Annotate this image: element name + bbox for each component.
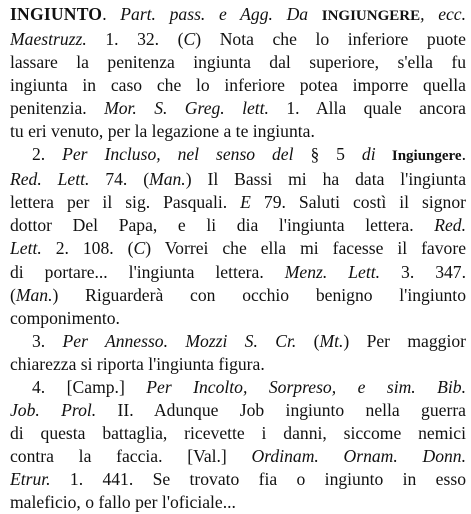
entry-line: [10, 120, 466, 143]
text-run: 4. [Camp.]: [32, 376, 147, 397]
text-run: C: [133, 238, 146, 259]
text-run: Man.: [15, 284, 53, 305]
sense-4-heading: [10, 376, 466, 399]
entry-line: [10, 261, 466, 284]
text-run: 1. Alla quale ancora: [268, 98, 466, 119]
text-run: 3. 347.: [380, 261, 466, 282]
text-run: Per Incolto, Sorpreso, e sim. Bib.: [146, 376, 466, 397]
text-run: C: [183, 29, 196, 50]
entry-line: [10, 445, 466, 468]
entry-line: [10, 97, 466, 120]
text-run: 1. 32. (: [86, 29, 184, 50]
text-run: Part. pass. e Agg. Da: [120, 4, 322, 24]
text-run: 1. 441. Se trovato fia o ingiunto in esso: [50, 468, 466, 489]
text-run: INGIUNGERE: [321, 8, 421, 24]
text-run: 79. Saluti costì il signor: [250, 192, 466, 213]
text-run: ecc.: [438, 4, 466, 24]
entry-line: [10, 237, 466, 260]
text-run: Maestruzz.: [10, 29, 87, 50]
text-run: E: [240, 192, 251, 213]
text-run: (: [10, 284, 16, 305]
text-run: Menz. Lett.: [284, 261, 381, 282]
text-run: Per Annesso. Mozzi S. Cr.: [62, 330, 297, 351]
entry-line: [10, 214, 466, 237]
text-run: di questa battaglia, ricevette i danni, siccome nemici: [10, 422, 466, 443]
sense-3-heading: [10, 330, 466, 353]
text-run: lassare la penitenza ingiunta dal superiore, s'ella fu: [10, 52, 466, 73]
text-run: Per Incluso, nel senso del: [62, 144, 294, 165]
text-run: tu eri venuto, per la legazione a te ingiunta.: [10, 121, 315, 142]
text-run: .: [102, 4, 121, 24]
text-run: .: [461, 144, 466, 165]
text-run: Etrur.: [10, 468, 51, 489]
text-run: componimento.: [10, 307, 120, 328]
text-run: penitenzia.: [10, 98, 105, 119]
text-run: Mt.: [319, 330, 344, 351]
entry-line: [10, 422, 466, 445]
text-run: dottor Del Papa, e li dia l'ingiunta lettera.: [10, 215, 435, 236]
text-run: Red.: [434, 215, 466, 236]
text-run: 3.: [32, 330, 63, 351]
text-run: Mor. S. Greg. lett.: [104, 98, 269, 119]
text-run: Man.: [149, 169, 186, 190]
entry-line: [10, 307, 466, 330]
text-run: Lett.: [10, 238, 42, 259]
text-run: di portare... l'ingiunta lettera.: [10, 261, 285, 282]
entry-line: [10, 3, 466, 28]
text-run: ingiunta in caso che lo inferiore potea imporre quella: [10, 75, 466, 96]
text-run: maleficio, o fallo per l'oficiale...: [10, 491, 236, 512]
sense-2-heading: [10, 143, 466, 168]
text-run: chiarezza si riporta l'ingiunta figura.: [10, 353, 265, 374]
text-run: ) Per maggior: [343, 330, 466, 351]
text-run: Ingiungere: [375, 148, 462, 165]
entry-line: [10, 168, 466, 191]
text-run: (: [296, 330, 320, 351]
text-run: Red. Lett.: [10, 169, 90, 190]
entry-line: [10, 468, 466, 491]
entry-line: [10, 51, 466, 74]
text-run: 2. 108. (: [41, 238, 134, 259]
text-run: ) Il Bassi mi ha data l'ingiunta: [185, 169, 466, 190]
entry-line: [10, 353, 466, 376]
text-run: di: [361, 144, 376, 165]
text-run: II. Adunque Job ingiunto nella guerra: [96, 399, 466, 420]
entry-line: [10, 284, 466, 307]
text-run: Ordinam. Ornam. Donn.: [251, 445, 466, 466]
text-run: § 5: [293, 144, 362, 165]
entry-line: [10, 74, 466, 97]
text-run: ) Nota che lo inferiore puote: [195, 29, 466, 50]
text-run: ) Vorrei che ella mi facesse il favore: [145, 238, 466, 259]
entry-line: [10, 399, 466, 422]
entry-line: [10, 28, 466, 51]
text-run: 74. (: [89, 169, 150, 190]
text-run: lettera per il sig. Pasquali.: [10, 192, 241, 213]
text-run: Job. Prol.: [10, 399, 97, 420]
entry-line: [10, 491, 466, 514]
text-run: ) Riguarderà con occhio benigno l'ingiunto: [52, 284, 466, 305]
entry-line: [10, 191, 466, 214]
text-run: 2.: [32, 144, 63, 165]
headword: INGIUNTO: [10, 4, 103, 24]
text-run: contra la faccia. [Val.]: [10, 445, 252, 466]
text-run: ,: [420, 4, 439, 24]
